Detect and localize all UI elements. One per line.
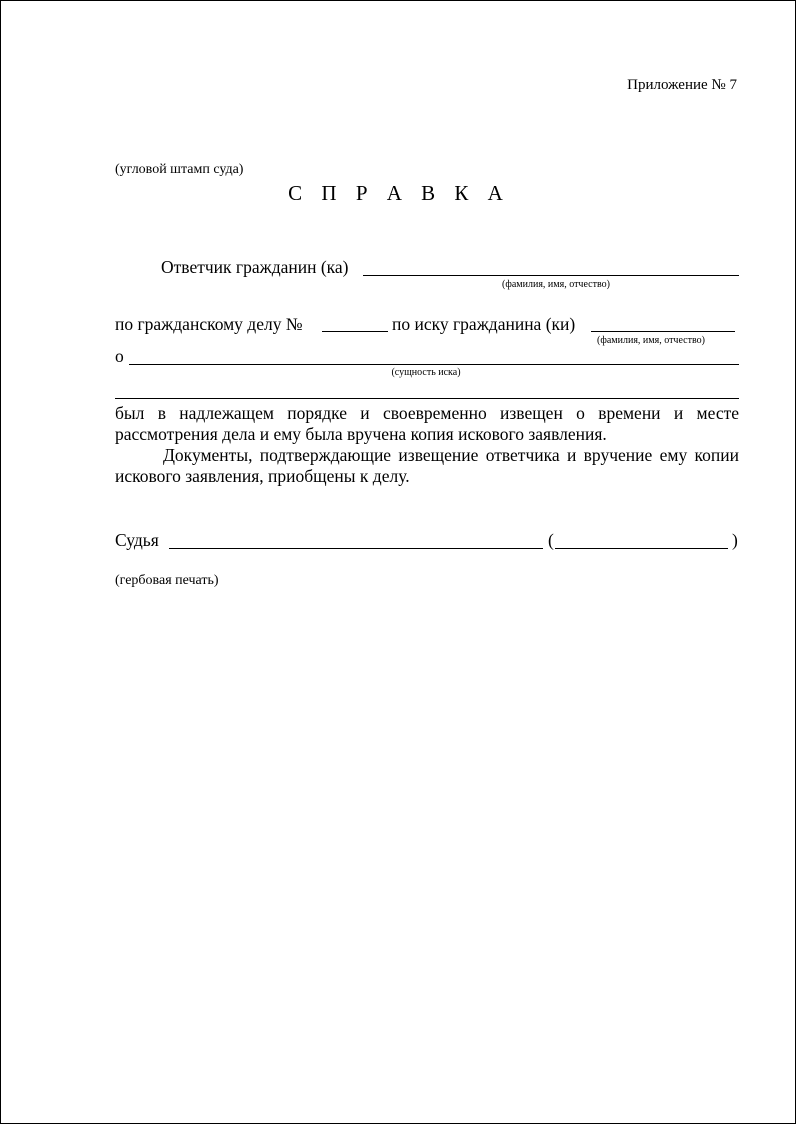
document-title: С П Р А В К А [288,181,510,205]
subject-label: о [115,346,124,366]
documents-paragraph-text: Документы, подтверждающие извещение ответчика и вручение ему копии искового заявления, приобщены к делу. [115,445,739,486]
subject-field [129,364,739,365]
subject-caption: (сущность иска) [391,367,461,378]
judge-open-paren: ( [548,530,554,550]
defendant-label: Ответчик гражданин (ка) [161,257,349,277]
judge-signature-field [169,548,543,549]
case-number-field [322,331,388,332]
judge-name-field [555,548,728,549]
defendant-name-field [363,275,739,276]
notification-paragraph [115,403,739,445]
court-stamp-note: (угловой штамп суда) [115,162,244,177]
claimant-caption: (фамилия, имя, отчество) [597,335,705,346]
defendant-caption: (фамилия, имя, отчество) [502,279,610,290]
notification-paragraph-text: был в надлежащем порядке и своевременно извещен о времени и месте рассмотрения дела и ему была вручена копия искового заявления. [115,403,739,444]
judge-close-paren: ) [732,530,738,550]
judge-label: Судья [115,530,159,550]
case-number-label: по гражданскому делу № [115,314,303,334]
seal-note: (гербовая печать) [115,573,219,588]
documents-paragraph [115,445,739,487]
appendix-label: Приложение № 7 [627,77,737,93]
claimant-name-field [591,331,735,332]
claimant-label: по иску гражданина (ки) [392,314,576,334]
subject-field-continuation [115,398,739,399]
